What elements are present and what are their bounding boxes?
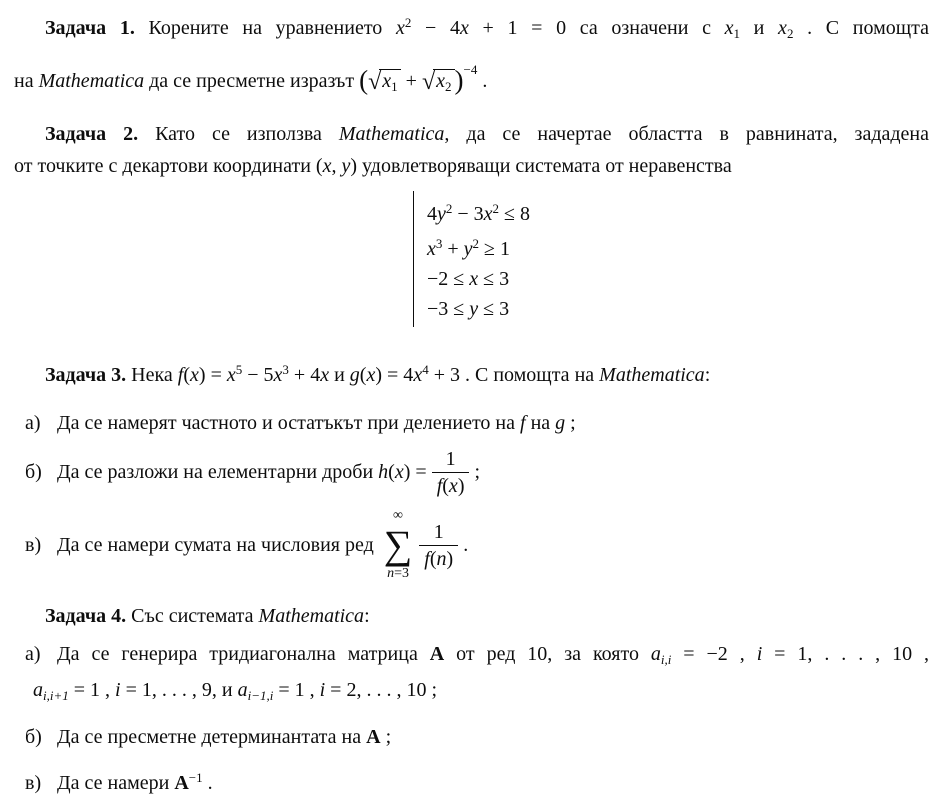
text-run: Да се генерира тридиагонална матрица — [57, 643, 430, 665]
fraction-numerator: 1 — [445, 447, 456, 470]
text-run: x — [436, 70, 446, 92]
task4-item-b-text — [57, 726, 391, 748]
text-run: 2 — [786, 26, 794, 41]
text-run: y — [341, 155, 351, 177]
summation-symbol — [384, 508, 413, 582]
text-run: x — [320, 364, 330, 386]
text-run: Да се намерят частното и остатъкът при делението на — [57, 412, 520, 434]
text-run: i−1,i — [247, 688, 274, 703]
text-run: −2 ≤ — [426, 268, 470, 290]
task2-paragraph — [14, 118, 929, 182]
text-run: 5 — [235, 362, 243, 377]
text-run: x — [469, 268, 479, 290]
text-run: f — [436, 474, 443, 497]
text-run: y — [436, 203, 446, 225]
text-run: и — [329, 364, 350, 386]
text-run: x — [724, 17, 734, 39]
text-run: 3 — [435, 236, 443, 251]
radical-sign: √ — [368, 69, 382, 95]
text-run: Mathematica — [38, 70, 145, 92]
text-run: = 1, . . . , 9, и — [120, 679, 238, 701]
text-run: Задача 3. — [45, 364, 127, 386]
text-run: − 3 — [452, 203, 484, 225]
text-run: f — [424, 547, 430, 570]
text-run: , да се начертае областта в равнината, зададена — [444, 123, 930, 145]
text-run: =3 — [394, 566, 409, 581]
text-run: ; — [565, 412, 576, 434]
exponent: −4 — [463, 62, 478, 77]
text-run: = 1 , — [273, 679, 320, 701]
fraction-denominator — [419, 545, 458, 572]
text-run: . С помощта — [793, 17, 930, 39]
text-run: 2 — [492, 201, 500, 216]
item-label: а) — [25, 643, 41, 665]
item-label: б) — [25, 726, 42, 748]
task3-item-c — [25, 507, 929, 583]
text-run: x — [483, 203, 493, 225]
text-run: Като се използва — [138, 123, 339, 145]
text-run: i — [319, 679, 326, 701]
task3-item-b-text — [57, 456, 427, 488]
task2-line1 — [14, 118, 929, 150]
text-run: 2 — [472, 236, 480, 251]
text-run: и — [740, 17, 779, 39]
text-run: x — [448, 474, 458, 497]
text-run: ) — [457, 474, 465, 497]
text-run: ) = — [403, 461, 427, 483]
task4-item-c — [25, 763, 929, 798]
text-run: 3 — [282, 362, 289, 377]
inequality-row — [427, 294, 530, 324]
text-run: y — [469, 298, 479, 320]
text-run: −3 ≤ — [426, 298, 470, 320]
text-run: : — [704, 364, 711, 386]
text-run: a — [33, 679, 43, 701]
text-run: от точките с декартови координати ( — [14, 155, 323, 177]
text-run: 2 — [404, 15, 412, 30]
text-run: x — [395, 17, 405, 39]
text-run: Задача 1. — [45, 17, 135, 39]
text-run: g — [349, 364, 360, 386]
task4-item-a-line1 — [25, 639, 930, 675]
text-run: на — [525, 412, 556, 434]
fraction-1-over-fx — [432, 446, 470, 499]
text-run: 4 — [426, 203, 437, 225]
text-run: = 1 , — [68, 679, 116, 701]
text-run: x — [366, 364, 376, 386]
text-run: i,i — [660, 652, 672, 667]
roots-expression — [359, 62, 488, 95]
text-run: i,i+1 — [43, 688, 69, 703]
text-run: i — [756, 643, 763, 665]
text-run: i — [115, 679, 121, 701]
text-run: ≤ 3 — [478, 268, 510, 290]
text-run: f — [520, 412, 526, 434]
period: . — [463, 534, 469, 556]
text-run: = 1, . . . , 10 , — [762, 643, 930, 665]
text-run: + — [442, 238, 464, 260]
text-run: Да се намери — [57, 772, 175, 794]
text-run: x — [426, 238, 436, 260]
text-run: Да се пресметне детерминантата на — [57, 726, 367, 748]
task1-line2 — [14, 50, 929, 101]
text-run: + 1 = 0 са означени с — [468, 17, 725, 39]
text-run: − 4 — [411, 17, 460, 39]
sum-upper-limit: ∞ — [393, 508, 404, 523]
text-run: ≥ 1 — [479, 238, 511, 260]
text-run: ) — [446, 547, 454, 570]
text-run: Да се намери сумата на числовия ред — [57, 534, 374, 556]
task3-heading-line — [14, 352, 929, 393]
text-run: Да се разложи на елементарни дроби — [57, 461, 379, 483]
task4-heading — [14, 600, 929, 632]
task3-heading — [14, 352, 929, 393]
task2-line2 — [14, 150, 929, 182]
text-run: ) удовлетворяващи системата от неравенства — [350, 155, 732, 177]
text-run: ( — [183, 364, 191, 386]
plus-operator: + — [400, 70, 422, 92]
text-run: ( — [359, 364, 367, 386]
semicolon: ; — [474, 461, 481, 483]
open-paren: ( — [359, 65, 369, 95]
text-run: x — [382, 70, 392, 92]
text-run: ; — [380, 726, 392, 748]
text-run: n — [436, 547, 447, 570]
inequality-row — [427, 194, 530, 229]
task3-item-a-text — [57, 412, 576, 434]
task4-item-a-line1-text — [57, 643, 929, 665]
radical-sign: √ — [421, 69, 436, 95]
task3-item-a — [25, 408, 929, 438]
system-of-inequalities — [413, 191, 530, 327]
text-run: ) = 4 — [375, 364, 414, 386]
text-run: 1 — [733, 26, 741, 41]
text-run: ≤ 3 — [478, 298, 510, 320]
text-run: = −2 , — [671, 643, 757, 665]
text-run: 4 — [422, 362, 429, 377]
text-run: Задача 2. — [45, 123, 139, 145]
inequality-row — [427, 229, 530, 264]
text-run: ( — [429, 547, 437, 570]
text-run: a — [237, 679, 248, 701]
sqrt-x1 — [368, 69, 401, 95]
text-run: x — [459, 17, 469, 39]
item-label: а) — [25, 412, 41, 434]
text-run: , — [331, 155, 342, 177]
inequality-row — [427, 264, 530, 294]
text-run: да се пресметне изразът — [144, 70, 360, 92]
text-run: ( — [388, 461, 395, 483]
text-run: = 2, . . . , 10 ; — [325, 679, 438, 701]
text-run: 2 — [445, 201, 453, 216]
task4-item-c-text — [57, 772, 213, 794]
text-run: Задача 4. — [45, 605, 127, 627]
text-run: от ред 10, за която — [444, 643, 651, 665]
text-run: Със системата — [126, 605, 259, 627]
text-run: Mathematica — [258, 605, 365, 627]
text-run: на — [14, 70, 39, 92]
text-run: f — [177, 364, 184, 386]
text-run: Нека — [126, 364, 178, 386]
text-run: + 4 — [288, 364, 321, 386]
task1-paragraph — [14, 7, 929, 101]
text-run: 2 — [445, 79, 452, 94]
text-run: − 5 — [242, 364, 274, 386]
task4-item-a — [25, 639, 930, 711]
text-run: Корените на уравнението — [134, 17, 396, 39]
task4-item-b — [25, 722, 929, 752]
text-run: x — [273, 364, 283, 386]
item-label: в) — [25, 772, 42, 794]
text-run: A — [366, 726, 381, 748]
text-run: A — [429, 643, 445, 665]
sum-lower-limit — [387, 566, 409, 582]
task4-heading-line — [14, 600, 929, 632]
text-run: Mathematica — [338, 123, 445, 145]
text-run: A — [174, 772, 189, 794]
text-run: −1 — [188, 770, 203, 785]
fraction-denominator — [432, 472, 470, 499]
sqrt-x2 — [421, 69, 455, 95]
radicand-x1 — [379, 69, 400, 98]
text-run: y — [463, 238, 473, 260]
task1-line2-text — [14, 70, 359, 92]
text-run: ( — [442, 474, 449, 497]
item-label: в) — [25, 534, 42, 556]
text-run: ≤ 8 — [499, 203, 531, 225]
text-run: g — [555, 412, 566, 434]
task4-item-a-line2 — [33, 675, 929, 711]
close-paren: ) — [454, 65, 464, 95]
text-run: x — [778, 17, 787, 39]
text-run: . — [202, 772, 213, 794]
sigma-icon: ∑ — [383, 522, 413, 567]
task1-line1 — [14, 7, 929, 50]
fraction-1-over-fn — [419, 519, 458, 572]
text-run: ) = — [198, 364, 227, 386]
task3-item-c-text — [57, 529, 374, 561]
text-run: h — [378, 461, 389, 483]
text-run: x — [413, 364, 423, 386]
text-run: + 3 . С помощта на — [428, 364, 600, 386]
text-run: x — [190, 364, 199, 386]
text-run: Mathematica — [599, 364, 705, 386]
item-label: б) — [25, 461, 42, 483]
text-run: x — [394, 461, 404, 483]
task3-item-b — [25, 443, 929, 501]
text-run: n — [387, 566, 395, 581]
text-run: : — [364, 605, 370, 627]
period: . — [477, 70, 488, 92]
radicand-x2 — [433, 69, 454, 98]
fraction-numerator: 1 — [433, 520, 444, 543]
text-run: x — [226, 364, 236, 386]
text-run: x — [322, 155, 332, 177]
text-run: 1 — [391, 79, 398, 94]
text-run: a — [650, 643, 661, 665]
